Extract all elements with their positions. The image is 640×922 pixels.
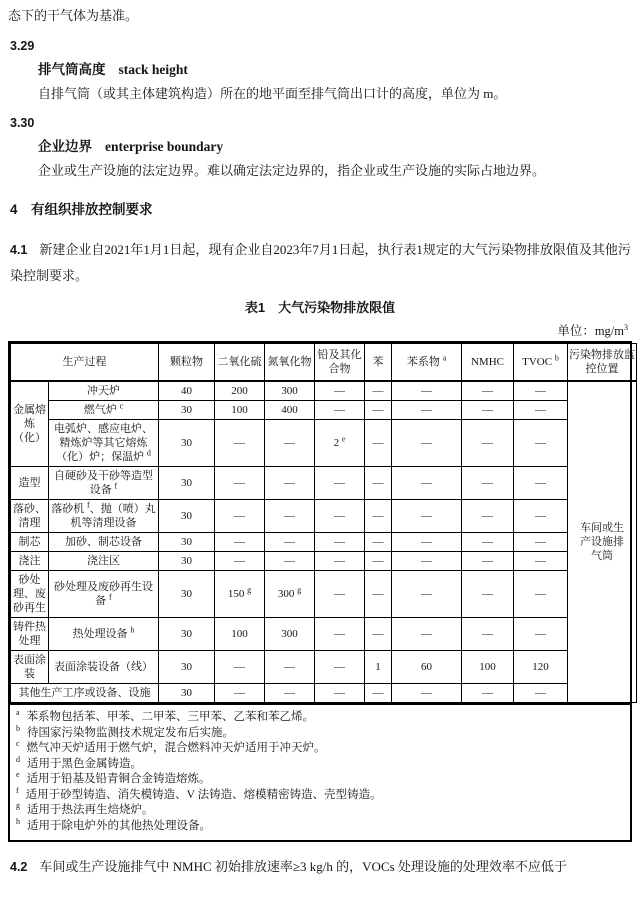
table-footnote: $^b$ 待国家污染物监测技术规定发布后实施。	[16, 723, 234, 739]
table-row	[11, 500, 637, 533]
limit-value-cell: —	[462, 467, 514, 500]
table-caption: 表1 大气污染物排放限值	[244, 300, 396, 315]
limit-value-cell: —	[215, 467, 265, 500]
paragraph-text: 车间或生产设施排气中 NMHC 初始排放速率≥3 kg/h 的，VOCs 处理设施的处理效率不应低于	[39, 859, 567, 874]
limit-value-cell: 30	[159, 684, 215, 703]
paragraph-number: 4.2	[10, 860, 28, 874]
limit-value-cell: 300	[265, 618, 315, 651]
limit-value-cell: —	[315, 500, 365, 533]
emission-limits-table	[10, 343, 637, 703]
process-group-cell: 制芯	[11, 533, 49, 552]
limit-value-cell: 300	[265, 381, 315, 401]
limit-value-cell: —	[514, 401, 568, 420]
column-header-pollutant: 铅及其化合物	[315, 344, 365, 382]
term-definition: 自排气筒（或其主体建筑构造）所在的地平面至排气筒出口计的高度，单位为 m。	[38, 86, 507, 101]
limit-value-cell: 100	[462, 651, 514, 684]
process-cell: 落砂机 $^f$、抛（喷）丸机等清理设备	[49, 500, 159, 533]
limit-value-cell: —	[215, 651, 265, 684]
limit-value-cell: —	[315, 684, 365, 703]
limit-value-cell: —	[365, 381, 392, 401]
limit-value-cell: —	[392, 401, 462, 420]
term-line	[38, 137, 632, 156]
term-definition: 企业或生产设施的法定边界。难以确定法定边界的，指企业或生产设施的实际占地边界。	[38, 163, 546, 178]
column-header-pollutant: 颗粒物	[159, 344, 215, 382]
table-row	[11, 381, 637, 401]
term-en: enterprise boundary	[105, 139, 224, 154]
limit-value-cell: —	[215, 684, 265, 703]
paragraph-continuation: 态下的干气体为基准。	[8, 8, 139, 23]
limit-value-cell: —	[392, 381, 462, 401]
limit-value-cell: —	[462, 552, 514, 571]
limit-value-cell: —	[315, 533, 365, 552]
process-cell: 浇注区	[49, 552, 159, 571]
monitor-location-cell: 车间或生产设施排气筒	[568, 381, 637, 703]
table-footnote: $^g$ 适用于热法再生焙烧炉。	[16, 801, 154, 816]
table-footnote: $^h$ 适用于除电炉外的其他热处理设备。	[16, 816, 211, 832]
table-row	[11, 651, 637, 684]
limit-value-cell: —	[265, 552, 315, 571]
limit-value-cell: 30	[159, 500, 215, 533]
limit-value-cell: —	[514, 467, 568, 500]
table-footnote: $^c$ 燃气冲天炉适用于燃气炉，混合燃料冲天炉适用于冲天炉。	[16, 739, 326, 754]
limit-value-cell: —	[315, 552, 365, 571]
limit-value-cell: 30	[159, 552, 215, 571]
limit-value-cell: —	[392, 420, 462, 467]
process-group-cell: 落砂、清理	[11, 500, 49, 533]
limit-value-cell: —	[215, 500, 265, 533]
limit-value-cell: —	[365, 533, 392, 552]
limit-value-cell: —	[392, 618, 462, 651]
process-cell: 加砂、制芯设备	[49, 533, 159, 552]
limit-value-cell: —	[215, 552, 265, 571]
paragraph-number: 4.1	[10, 243, 28, 257]
limit-value-cell: —	[315, 651, 365, 684]
term-zh: 企业边界	[38, 139, 92, 154]
table-row	[11, 618, 637, 651]
limit-value-cell: —	[462, 420, 514, 467]
limit-value-cell: —	[265, 651, 315, 684]
process-group-cell: 砂处理、废砂再生	[11, 571, 49, 618]
limit-value-cell: —	[365, 571, 392, 618]
limit-value-cell: 30	[159, 651, 215, 684]
process-group-cell: 浇注	[11, 552, 49, 571]
limit-value-cell: —	[315, 467, 365, 500]
column-header-pollutant: 二氧化硫	[215, 344, 265, 382]
table-row	[11, 533, 637, 552]
process-cell: 冲天炉	[49, 381, 159, 401]
column-header-monitor: 污染物排放监控位置	[568, 344, 637, 382]
process-group-cell: 造型	[11, 467, 49, 500]
limit-value-cell: —	[215, 533, 265, 552]
limit-value-cell: —	[462, 401, 514, 420]
limit-value-cell: —	[365, 420, 392, 467]
limit-value-cell: 100	[215, 618, 265, 651]
process-cell: 自硬砂及干砂等造型设备 $^f$	[49, 467, 159, 500]
clause-number: 3.30	[10, 116, 35, 130]
table-row	[11, 467, 637, 500]
limit-value-cell: —	[365, 500, 392, 533]
limit-value-cell: 400	[265, 401, 315, 420]
table-unit-label: 单位：$mg/m^3$	[557, 322, 628, 338]
table-row	[11, 401, 637, 420]
limit-value-cell: 30	[159, 420, 215, 467]
limit-value-cell: —	[462, 684, 514, 703]
paragraph-4-2	[10, 857, 632, 877]
process-cell: 表面涂装设备（线）	[49, 651, 159, 684]
limit-value-cell: —	[514, 684, 568, 703]
limit-value-cell: —	[392, 552, 462, 571]
limit-value-cell: 200	[215, 381, 265, 401]
limit-value-cell: —	[392, 571, 462, 618]
process-group-cell: 表面涂装	[11, 651, 49, 684]
limit-value-cell: 30	[159, 401, 215, 420]
limit-value-cell: —	[365, 552, 392, 571]
limit-value-cell: —	[514, 381, 568, 401]
limit-value-cell: 2 $^e$	[315, 420, 365, 467]
limit-value-cell: —	[315, 381, 365, 401]
limit-value-cell: —	[215, 420, 265, 467]
term-zh: 排气筒高度	[38, 62, 106, 77]
clause-3-29	[8, 38, 632, 103]
limit-value-cell: 30	[159, 467, 215, 500]
limit-value-cell: —	[315, 618, 365, 651]
column-header-pollutant: 苯	[365, 344, 392, 382]
table-footnote: $^e$ 适用于铅基及铅青铜合金铸造熔炼。	[16, 770, 211, 785]
limit-value-cell: —	[265, 420, 315, 467]
limit-value-cell: 1	[365, 651, 392, 684]
limit-value-cell: 30	[159, 533, 215, 552]
limit-value-cell: —	[315, 401, 365, 420]
column-header-process: 生产过程	[11, 344, 159, 382]
table-row	[11, 420, 637, 467]
limit-value-cell: 120	[514, 651, 568, 684]
limit-value-cell: 30	[159, 618, 215, 651]
limit-value-cell: —	[514, 618, 568, 651]
table-footnote: $^d$ 适用于黑色金属铸造。	[16, 754, 142, 770]
limit-value-cell: 30	[159, 571, 215, 618]
limit-value-cell: —	[365, 467, 392, 500]
chapter-heading: 4 有组织排放控制要求	[10, 202, 153, 217]
limit-value-cell: —	[392, 684, 462, 703]
table-footnote: $^f$ 适用于砂型铸造、消失模铸造、V 法铸造、熔模精密铸造、壳型铸造。	[16, 785, 382, 801]
limit-value-cell: —	[392, 467, 462, 500]
limit-value-cell: —	[514, 552, 568, 571]
process-cell: 其他生产工序或设备、设施	[11, 684, 159, 703]
table-row	[11, 684, 637, 703]
column-header-pollutant: 氮氧化物	[265, 344, 315, 382]
table-row	[11, 552, 637, 571]
limit-value-cell: 100	[215, 401, 265, 420]
limit-value-cell: —	[265, 500, 315, 533]
term-en: stack height	[118, 62, 188, 77]
process-cell: 热处理设备 $^h$	[49, 618, 159, 651]
process-cell: 电弧炉、感应电炉、精炼炉等其它熔炼（化）炉；保温炉 $^d$	[49, 420, 159, 467]
table-footnote: $^a$ 苯系物包括苯、甲苯、二甲苯、三甲苯、乙苯和苯乙烯。	[16, 708, 315, 723]
table-row	[11, 571, 637, 618]
limit-value-cell: —	[514, 571, 568, 618]
limit-value-cell: —	[514, 500, 568, 533]
limit-value-cell: —	[462, 381, 514, 401]
limit-value-cell: —	[462, 500, 514, 533]
limit-value-cell: —	[392, 533, 462, 552]
table-1	[8, 341, 635, 842]
limit-value-cell: —	[462, 571, 514, 618]
column-header-pollutant: NMHC	[462, 344, 514, 382]
clause-3-30	[8, 115, 632, 180]
column-header-pollutant: TVOC $^b$	[514, 344, 568, 382]
clause-number: 3.29	[10, 39, 35, 53]
limit-value-cell: —	[365, 684, 392, 703]
limit-value-cell: —	[462, 618, 514, 651]
limit-value-cell: —	[265, 467, 315, 500]
limit-value-cell: —	[514, 420, 568, 467]
limit-value-cell: —	[265, 684, 315, 703]
limit-value-cell: —	[462, 533, 514, 552]
limit-value-cell: 40	[159, 381, 215, 401]
limit-value-cell: 150 $^g$	[215, 571, 265, 618]
limit-value-cell: —	[365, 401, 392, 420]
process-cell: 砂处理及废砂再生设备 $^f$	[49, 571, 159, 618]
process-group-cell: 金属熔炼（化）	[11, 381, 49, 467]
table-footnotes	[10, 703, 630, 840]
limit-value-cell: —	[392, 500, 462, 533]
process-cell: 燃气炉 $^c$	[49, 401, 159, 420]
column-header-pollutant: 苯系物 $^a$	[392, 344, 462, 382]
limit-value-cell: —	[365, 618, 392, 651]
paragraph-text: 新建企业自2021年1月1日起，现有企业自2023年7月1日起，执行表1规定的大气污染物排放限值及其他污染控制要求。	[10, 242, 631, 283]
term-line	[38, 60, 632, 79]
process-group-cell: 铸件热处理	[11, 618, 49, 651]
limit-value-cell: —	[265, 533, 315, 552]
limit-value-cell: —	[514, 533, 568, 552]
paragraph-4-1	[10, 237, 632, 288]
limit-value-cell: —	[315, 571, 365, 618]
limit-value-cell: 300 $^g$	[265, 571, 315, 618]
limit-value-cell: 60	[392, 651, 462, 684]
